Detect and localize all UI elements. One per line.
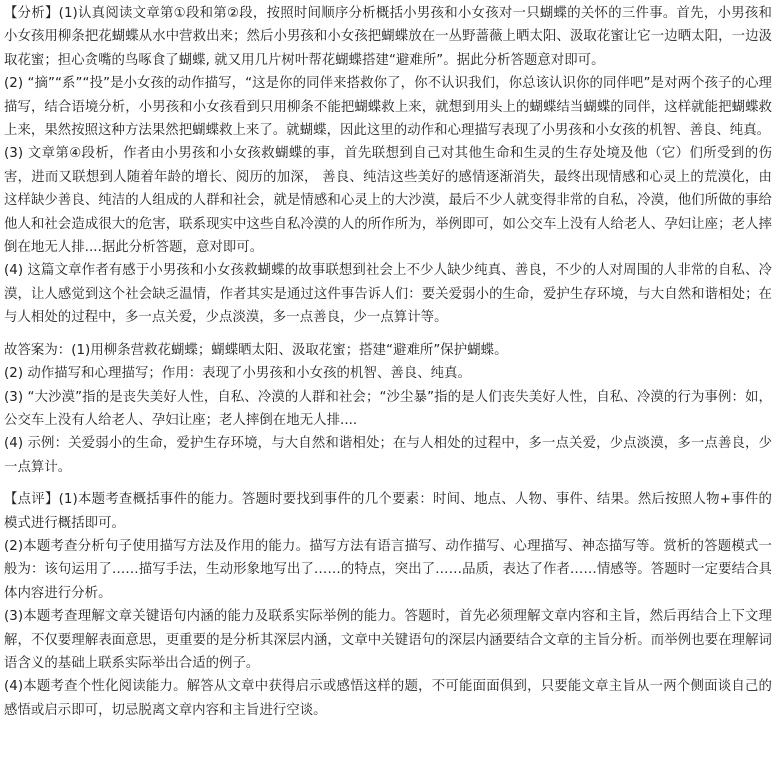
analysis-paragraph-3: (3) 文章第④段析，作者由小男孩和小女孩救蝴蝶的事，首先联想到自己对其他生命和生灵的生存处境及他（它）们所受到的伤害，进而又联想到人随着年龄的增长、阅历的加深， 善良、纯洁这些美好的感情逐渐消失，最终出现情感和心灵上的荒漠化，由这样缺少善良、纯洁的人组成的人群和社会，就是情感和心灵上的大沙漠，最后不少人就变得非常的自私，冷漠，他们所做的事给他人和社会造成很大的危害，联系现实中这些自私冷漠的人的所作所为，举例即可，如公交车上没有人给老人、孕妇让座；老人摔倒在地无人排....据此分析答题，意对即可。 — [4, 146, 772, 256]
comment-paragraph-3: (3)本题考查理解文章关键语句内涵的能力及联系实际举例的能力。答题时，首先必须理解文章内容和主旨，然后再结合上下文理解，不仅要理解表面意思，更重要的是分析其深层内涵，文章中关键语句的深层内涵要结合文章的主旨分析。而举例也要在理解词语含义的基础上联系实际举出合适的例子。 — [4, 609, 772, 671]
analysis-section — [4, 2, 772, 330]
analysis-paragraph-2: (2) “摘”“系”“投”是小女孩的动作描写，“这是你的同伴来搭救你了，你不认识我们，你总该认识你的同伴吧”是对两个孩子的心理描写，结合语境分析，小男孩和小女孩看到只用柳条不能把蝴蝶救上来，就想到用头上的蝴蝶结当蝴蝶的同伴，这样就能把蝴蝶救上来，果然按照这种方法果然把蝴蝶救上来了。就蝴蝶，因此这里的动作和心理描写表现了小男孩和小女孩的机智、善良、纯真。 — [4, 76, 772, 139]
comment-paragraph-1: 【点评】(1)本题考查概括事件的能力。答题时要找到事件的几个要素：时间、地点、人物、事件、结果。然后按照人物+事件的模式进行概括即可。 — [4, 492, 772, 531]
comment-section — [4, 488, 772, 722]
answer-section — [4, 339, 772, 479]
section-gap — [4, 330, 772, 339]
analysis-paragraph-4: (4) 这篇文章作者有感于小男孩和小女孩救蝴蝶的故事联想到社会上不少人缺少纯真、善良，不少的人对周围的人非常的自私、冷漠，让人感觉到这个社会缺乏温情，作者其实是通过这件事告诉人们：要关爱弱小的生命，爱护生存环境，与大自然和谐相处；在与人相处的过程中，多一点关爱，少点淡漠，多一点善良，少一点算计等。 — [4, 263, 772, 326]
analysis-paragraph-1: 【分析】(1)认真阅读文章第①段和第②段，按照时间顺序分析概括小男孩和小女孩对一只蝴蝶的关怀的三件事。首先，小男孩和小女孩用柳条把花蝴蝶从水中营救出来；然后小男孩和小女孩把蝴蝶放在一丛野蔷薇上晒太阳、汲取花蜜让它一边晒太阳，一边汲取花蜜；担心贪嘴的鸟啄食了蝴蝶, 就又用几片树叶帮花蝴蝶搭建“避难所”。据此分析答题意对即可。 — [4, 6, 772, 68]
answer-paragraph-2: (2) 动作描写和心理描写；作用：表现了小男孩和小女孩的机智、善良、纯真。 — [4, 366, 471, 382]
answer-paragraph-4: (4) 示例：关爱弱小的生命，爱护生存环境，与大自然和谐相处；在与人相处的过程中，多一点关爱，少点淡漠，多一点善良，少一点算计。 — [4, 436, 772, 475]
answer-paragraph-3: (3) “大沙漠”指的是丧失美好人性，自私、冷漠的人群和社会；“沙尘暴”指的是人们丧失美好人性，自私、冷漠的行为事例：如，公交车上没有人给老人、孕妇让座；老人摔倒在地无人排.... — [4, 389, 772, 428]
section-gap — [4, 479, 772, 488]
comment-paragraph-4: (4)本题考查个性化阅读能力。解答从文章中获得启示或感悟这样的题，不可能面面俱到，只要能文章主旨从一两个侧面谈自己的感悟或启示即可，切忌脱离文章内容和主旨进行空谈。 — [4, 679, 772, 718]
answer-paragraph-1: 故答案为：(1)用柳条营救花蝴蝶；蝴蝶晒太阳、汲取花蜜；搭建“避难所”保护蝴蝶。 — [4, 342, 508, 358]
comment-paragraph-2: (2)本题考查分析句子使用描写方法及作用的能力。描写方法有语言描写、动作描写、心理描写、神态描写等。赏析的答题模式一般为：该句运用了……描写手法，生动形象地写出了……的特点，突出了……品质，表达了作者……情感等。答题时一定要结合具体内容进行分析。 — [4, 538, 772, 601]
